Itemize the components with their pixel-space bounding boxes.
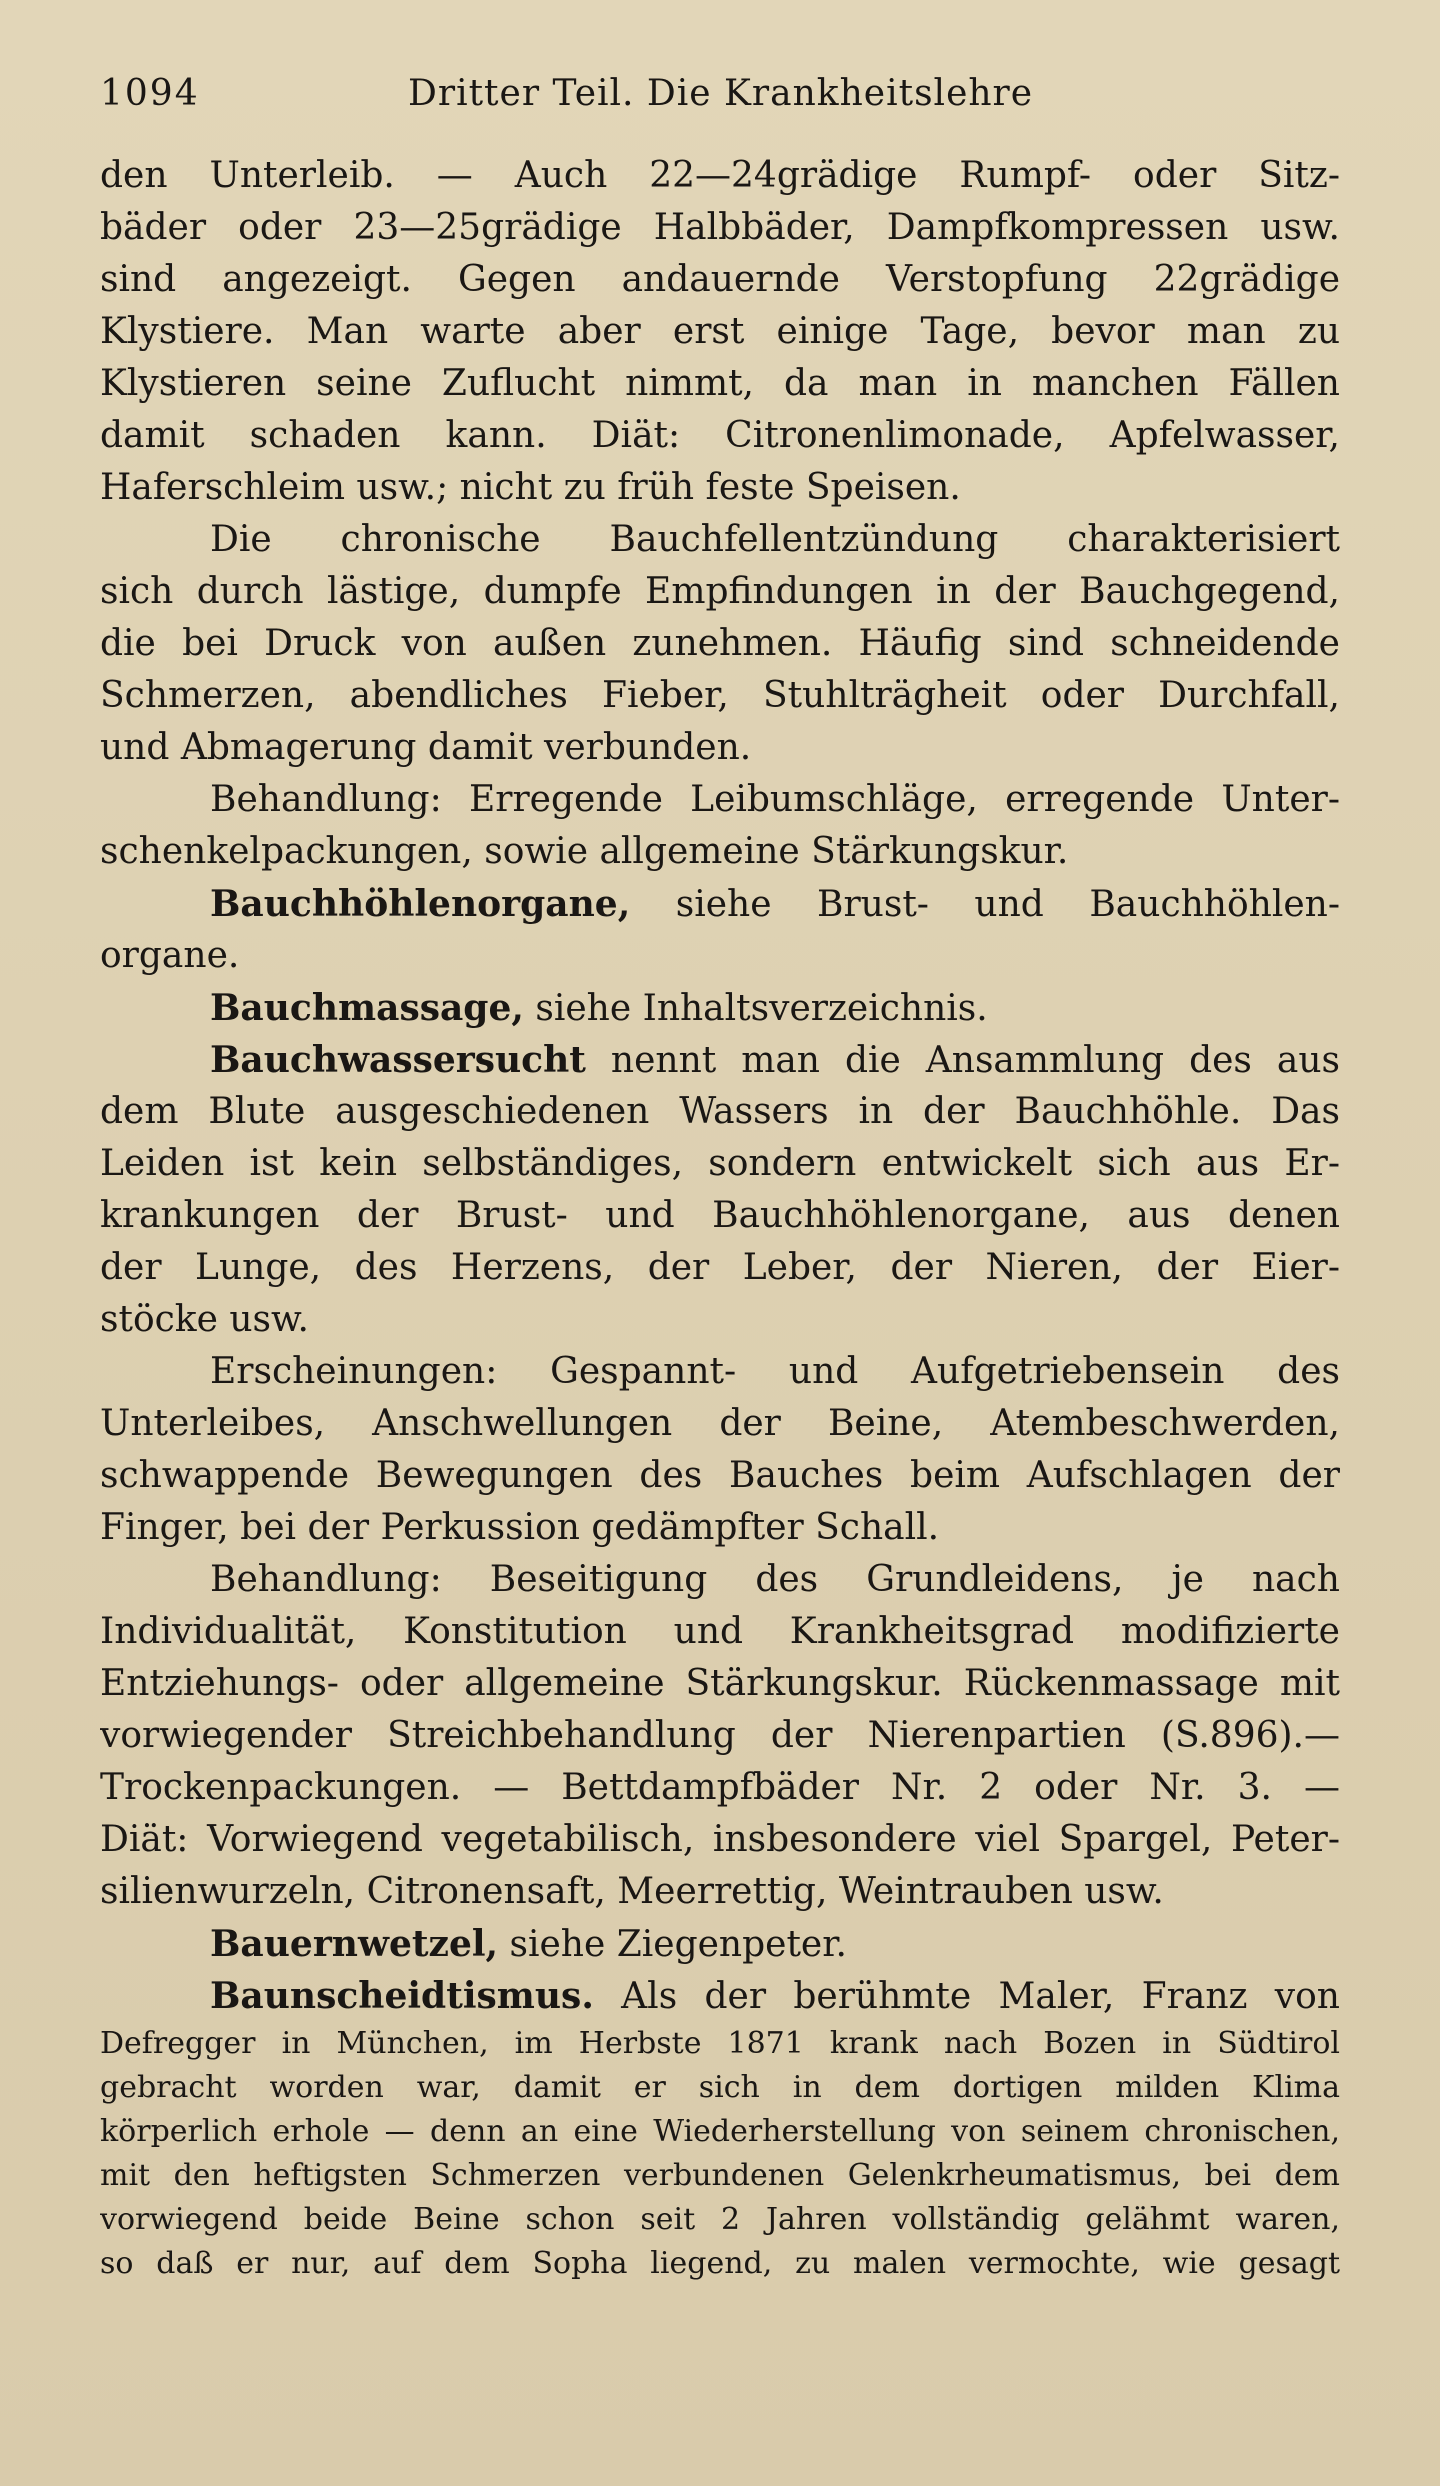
text-segment: körperlich erhole — denn an eine Wiederherstellung von seinem chronischen, <box>100 2114 1340 2149</box>
text-segment: gebracht worden war, damit er sich in dem dortigen milden Klima <box>100 2070 1340 2105</box>
text-line <box>100 1086 1340 1138</box>
entry-heading: Bauchwassersucht <box>210 1039 586 1081</box>
text-line <box>100 1970 1340 2022</box>
text-segment: Trockenpackungen. — Bettdampfbäder Nr. 2 oder Nr. 3. — <box>100 1767 1340 1808</box>
text-segment: damit schaden kann. Diät: Citronenlimonade, Apfelwasser, <box>100 415 1340 456</box>
text-segment: Defregger in München, im Herbste 1871 krank nach Bozen in Südtirol <box>100 2026 1340 2061</box>
text-line <box>100 2198 1340 2242</box>
text-segment: und Abmagerung damit verbunden. <box>100 727 752 768</box>
text-line <box>100 1190 1340 1242</box>
text-line <box>100 982 1340 1034</box>
text-segment: Leiden ist kein selbständiges, sondern entwickelt sich aus Er- <box>100 1143 1340 1184</box>
text-line <box>100 878 1340 930</box>
text-segment: vorwiegend beide Beine schon seit 2 Jahren vollständig gelähmt waren, <box>100 2202 1340 2237</box>
text-segment: Diät: Vorwiegend vegetabilisch, insbesondere viel Spargel, Peter- <box>100 1819 1340 1860</box>
text-line <box>100 2242 1340 2286</box>
text-segment: Behandlung: Erregende Leibumschläge, erregende Unter- <box>210 779 1340 820</box>
text-line <box>100 358 1340 410</box>
entry-heading: Bauernwetzel, <box>210 1923 499 1965</box>
text-segment: vorwiegender Streichbehandlung der Nierenpartien (S.896).— <box>100 1715 1340 1756</box>
text-segment: bäder oder 23—25grädige Halbbäder, Dampfkompressen usw. <box>100 207 1340 248</box>
text-segment: Finger, bei der Perkussion gedämpfter Schall. <box>100 1507 940 1548</box>
text-segment: schwappende Bewegungen des Bauches beim Aufschlagen der <box>100 1455 1340 1496</box>
text-segment: Schmerzen, abendliches Fieber, Stuhlträgheit oder Durchfall, <box>100 675 1340 716</box>
text-segment: schenkelpackungen, sowie allgemeine Stärkungskur. <box>100 831 1069 872</box>
text-segment: sich durch lästige, dumpfe Empfindungen in der Bauchgegend, <box>100 571 1340 612</box>
text-segment: siehe Ziegenpeter. <box>498 1924 847 1965</box>
text-segment: Als der berühmte Maler, Franz von <box>593 1976 1340 2017</box>
entry-heading: Baunscheidtismus. <box>210 1975 594 2017</box>
text-segment: Haferschleim usw.; nicht zu früh feste Speisen. <box>100 467 961 508</box>
text-line <box>100 1450 1340 1502</box>
text-segment: der Lunge, des Herzens, der Leber, der Nieren, der Eier- <box>100 1247 1340 1288</box>
text-line <box>100 2022 1340 2066</box>
text-line <box>100 618 1340 670</box>
text-segment: Individualität, Konstitution und Krankheitsgrad modifizierte <box>100 1611 1340 1652</box>
text-segment: siehe Brust- und Bauchhöhlen- <box>630 884 1340 925</box>
text-line <box>100 2154 1340 2198</box>
text-line <box>100 462 1340 514</box>
text-segment: mit den heftigsten Schmerzen verbundenen Gelenkrheumatismus, bei dem <box>100 2158 1340 2193</box>
text-segment: silienwurzeln, Citronensaft, Meerrettig, Weintrauben usw. <box>100 1871 1164 1912</box>
text-line <box>100 2110 1340 2154</box>
text-line <box>100 566 1340 618</box>
text-line <box>100 410 1340 462</box>
text-segment: die bei Druck von außen zunehmen. Häufig sind schneidende <box>100 623 1340 664</box>
text-line <box>100 1398 1340 1450</box>
text-line <box>100 1710 1340 1762</box>
text-line <box>100 1294 1340 1346</box>
text-segment: Entziehungs- oder allgemeine Stärkungskur. Rückenmassage mit <box>100 1663 1340 1704</box>
text-segment: Erscheinungen: Gespannt- und Aufgetriebensein des <box>210 1351 1340 1392</box>
text-segment: Die chronische Bauchfellentzündung charakterisiert <box>210 519 1340 560</box>
running-head: Dritter Teil. Die Krankheitslehre <box>408 73 1034 114</box>
text-segment: Klystieren seine Zuflucht nimmt, da man in manchen Fällen <box>100 363 1340 404</box>
page-number: 1094 <box>100 73 200 114</box>
text-line <box>100 150 1340 202</box>
text-line <box>100 1242 1340 1294</box>
text-segment: Klystiere. Man warte aber erst einige Tage, bevor man zu <box>100 311 1340 352</box>
page-header <box>100 64 1350 124</box>
text-line <box>100 1866 1340 1918</box>
text-line <box>100 514 1340 566</box>
text-line <box>100 1554 1340 1606</box>
text-line <box>100 826 1340 878</box>
text-line <box>100 1346 1340 1398</box>
text-line <box>100 1814 1340 1866</box>
text-segment: siehe Inhaltsverzeichnis. <box>523 988 988 1029</box>
entry-heading: Bauchhöhlenorgane, <box>210 883 631 925</box>
text-line <box>100 1658 1340 1710</box>
text-segment: stöcke usw. <box>100 1299 309 1340</box>
text-line <box>100 254 1340 306</box>
text-segment: so daß er nur, auf dem Sopha liegend, zu malen vermochte, wie gesagt <box>100 2246 1340 2281</box>
text-line <box>100 1138 1340 1190</box>
text-line <box>100 774 1340 826</box>
text-segment: organe. <box>100 935 240 976</box>
text-segment: dem Blute ausgeschiedenen Wassers in der Bauchhöhle. Das <box>100 1091 1340 1132</box>
text-line <box>100 1762 1340 1814</box>
text-segment: krankungen der Brust- und Bauchhöhlenorgane, aus denen <box>100 1195 1340 1236</box>
text-line <box>100 1918 1340 1970</box>
text-line <box>100 1606 1340 1658</box>
text-segment: sind angezeigt. Gegen andauernde Verstopfung 22grädige <box>100 259 1340 300</box>
text-line <box>100 930 1340 982</box>
text-segment: nennt man die Ansammlung des aus <box>585 1040 1340 1081</box>
text-segment: den Unterleib. — Auch 22—24grädige Rumpf- oder Sitz- <box>100 155 1340 196</box>
text-line <box>100 306 1340 358</box>
text-line <box>100 1034 1340 1086</box>
text-segment: Unterleibes, Anschwellungen der Beine, Atembeschwerden, <box>100 1403 1340 1444</box>
entry-heading: Bauchmassage, <box>210 987 524 1029</box>
body-text <box>100 150 1340 2286</box>
text-line <box>100 670 1340 722</box>
text-segment: Behandlung: Beseitigung des Grundleidens, je nach <box>210 1559 1340 1600</box>
text-line <box>100 2066 1340 2110</box>
text-line <box>100 202 1340 254</box>
text-line <box>100 722 1340 774</box>
text-line <box>100 1502 1340 1554</box>
